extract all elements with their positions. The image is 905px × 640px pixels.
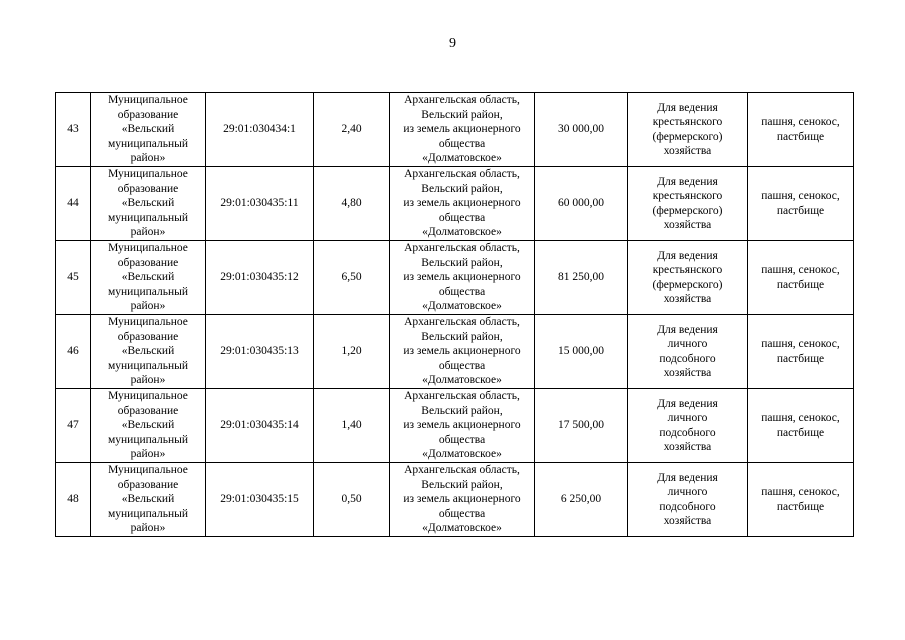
purpose-cell: [628, 167, 748, 241]
purpose-cell-line: хозяйства: [663, 219, 712, 231]
area-cell: 0,50: [314, 463, 390, 537]
cadastral-number-cell: 29:01:030435:13: [206, 315, 314, 389]
location-cell-line: общества: [438, 211, 486, 224]
area-cell: 4,80: [314, 167, 390, 241]
owner-cell-line: Муниципальное: [108, 94, 188, 107]
owner-cell-line: образование: [117, 330, 179, 343]
location-cell-line: общества: [438, 285, 486, 298]
owner-cell-line: «Вельский: [121, 345, 175, 358]
purpose-cell-line: крестьянского: [652, 116, 723, 128]
owner-cell-line: муниципальный: [107, 137, 189, 150]
table-row: [56, 241, 854, 315]
table-row: [56, 93, 854, 167]
land-type-cell-line: пашня, сенокос,: [761, 190, 840, 202]
owner-cell: [91, 315, 206, 389]
purpose-cell: [628, 93, 748, 167]
land-type-cell: [748, 93, 854, 167]
owner-cell-line: образование: [117, 182, 179, 195]
table-row: [56, 389, 854, 463]
location-cell-line: из земель акционерного: [403, 123, 521, 136]
price-cell: 81 250,00: [535, 241, 628, 315]
location-cell-line: Архангельская область,: [404, 168, 520, 181]
owner-cell-line: Муниципальное: [108, 242, 188, 255]
location-cell-line: «Долматовское»: [422, 300, 502, 313]
location-cell: [390, 463, 535, 537]
location-cell-line: общества: [438, 359, 486, 372]
owner-cell-line: «Вельский: [121, 271, 175, 284]
location-cell-line: Вельский район,: [421, 108, 503, 121]
price-cell: 6 250,00: [535, 463, 628, 537]
location-cell-line: общества: [438, 137, 486, 150]
purpose-cell-line: (фермерского): [652, 278, 723, 291]
location-cell-line: из земель акционерного: [403, 419, 521, 432]
owner-cell: [91, 463, 206, 537]
purpose-cell: [628, 241, 748, 315]
row-number-cell: 43: [56, 93, 91, 167]
owner-cell-line: «Вельский: [121, 493, 175, 506]
purpose-cell-line: Для ведения: [657, 323, 718, 336]
area-cell: 1,40: [314, 389, 390, 463]
cadastral-number-cell: 29:01:030435:14: [206, 389, 314, 463]
owner-cell-line: Муниципальное: [108, 390, 188, 403]
owner-cell-line: образование: [117, 404, 179, 417]
purpose-cell-line: личного: [667, 338, 708, 350]
location-cell-line: Архангельская область,: [404, 94, 520, 107]
owner-cell-line: Муниципальное: [108, 316, 188, 329]
land-type-cell-line: пастбище: [776, 500, 825, 513]
location-cell: [390, 389, 535, 463]
owner-cell-line: муниципальный: [107, 211, 189, 224]
location-cell: [390, 167, 535, 241]
table-row: [56, 167, 854, 241]
owner-cell-line: район»: [130, 522, 166, 535]
land-type-cell-line: пастбище: [776, 426, 825, 439]
land-type-cell: [748, 241, 854, 315]
owner-cell-line: район»: [130, 448, 166, 461]
owner-cell-line: «Вельский: [121, 197, 175, 210]
location-cell-line: «Долматовское»: [422, 152, 502, 165]
location-cell-line: «Долматовское»: [422, 522, 502, 535]
purpose-cell-line: подсобного: [659, 500, 716, 513]
location-cell-line: Вельский район,: [421, 256, 503, 269]
land-type-cell-line: пастбище: [776, 130, 825, 143]
cadastral-number-cell: 29:01:030434:1: [206, 93, 314, 167]
owner-cell-line: Муниципальное: [108, 464, 188, 477]
location-cell: [390, 315, 535, 389]
page-number: 9: [449, 36, 456, 51]
owner-cell: [91, 241, 206, 315]
area-cell: 1,20: [314, 315, 390, 389]
location-cell-line: Архангельская область,: [404, 390, 520, 403]
owner-cell-line: образование: [117, 108, 179, 121]
purpose-cell-line: хозяйства: [663, 515, 712, 527]
location-cell-line: Вельский район,: [421, 330, 503, 343]
location-cell-line: «Долматовское»: [422, 448, 502, 461]
land-type-cell-line: пастбище: [776, 278, 825, 291]
location-cell-line: из земель акционерного: [403, 197, 521, 210]
purpose-cell-line: хозяйства: [663, 145, 712, 157]
purpose-cell: [628, 389, 748, 463]
purpose-cell: [628, 463, 748, 537]
land-type-cell-line: пашня, сенокос,: [761, 264, 840, 276]
land-type-cell-line: пашня, сенокос,: [761, 412, 840, 424]
area-cell: 6,50: [314, 241, 390, 315]
owner-cell-line: муниципальный: [107, 285, 189, 298]
location-cell-line: общества: [438, 507, 486, 520]
price-cell: 15 000,00: [535, 315, 628, 389]
purpose-cell-line: Для ведения: [657, 397, 718, 410]
land-type-cell-line: пашня, сенокос,: [761, 338, 840, 350]
purpose-cell-line: личного: [667, 412, 708, 424]
location-cell-line: из земель акционерного: [403, 493, 521, 506]
location-cell-line: Вельский район,: [421, 182, 503, 195]
table-body: [56, 93, 854, 537]
row-number-cell: 45: [56, 241, 91, 315]
purpose-cell-line: (фермерского): [652, 130, 723, 143]
cadastral-number-cell: 29:01:030435:15: [206, 463, 314, 537]
purpose-cell-line: подсобного: [659, 352, 716, 365]
purpose-cell-line: личного: [667, 486, 708, 498]
purpose-cell-line: Для ведения: [657, 471, 718, 484]
row-number-cell: 47: [56, 389, 91, 463]
owner-cell-line: образование: [117, 256, 179, 269]
owner-cell-line: район»: [130, 374, 166, 387]
purpose-cell-line: Для ведения: [657, 101, 718, 114]
location-cell: [390, 93, 535, 167]
purpose-cell-line: хозяйства: [663, 367, 712, 379]
owner-cell-line: район»: [130, 152, 166, 165]
location-cell-line: «Долматовское»: [422, 226, 502, 239]
purpose-cell-line: хозяйства: [663, 293, 712, 305]
purpose-cell-line: хозяйства: [663, 441, 712, 453]
owner-cell-line: муниципальный: [107, 433, 189, 446]
table-row: [56, 463, 854, 537]
owner-cell-line: Муниципальное: [108, 168, 188, 181]
land-type-cell-line: пашня, сенокос,: [761, 116, 840, 128]
land-type-cell-line: пастбище: [776, 352, 825, 365]
location-cell: [390, 241, 535, 315]
location-cell-line: Архангельская область,: [404, 316, 520, 329]
location-cell-line: общества: [438, 433, 486, 446]
price-cell: 30 000,00: [535, 93, 628, 167]
location-cell-line: «Долматовское»: [422, 374, 502, 387]
land-type-cell: [748, 463, 854, 537]
row-number-cell: 46: [56, 315, 91, 389]
owner-cell: [91, 93, 206, 167]
location-cell-line: Вельский район,: [421, 404, 503, 417]
purpose-cell: [628, 315, 748, 389]
row-number-cell: 44: [56, 167, 91, 241]
owner-cell-line: муниципальный: [107, 359, 189, 372]
land-type-cell-line: пашня, сенокос,: [761, 486, 840, 498]
purpose-cell-line: крестьянского: [652, 190, 723, 202]
purpose-cell-line: Для ведения: [657, 249, 718, 262]
location-cell-line: из земель акционерного: [403, 345, 521, 358]
land-type-cell: [748, 389, 854, 463]
owner-cell-line: образование: [117, 478, 179, 491]
table-row: [56, 315, 854, 389]
purpose-cell-line: подсобного: [659, 426, 716, 439]
owner-cell: [91, 389, 206, 463]
location-cell-line: Вельский район,: [421, 478, 503, 491]
land-type-cell-line: пастбище: [776, 204, 825, 217]
location-cell-line: Архангельская область,: [404, 464, 520, 477]
land-type-cell: [748, 315, 854, 389]
location-cell-line: из земель акционерного: [403, 271, 521, 284]
cadastral-number-cell: 29:01:030435:12: [206, 241, 314, 315]
cadastral-number-cell: 29:01:030435:11: [206, 167, 314, 241]
purpose-cell-line: Для ведения: [657, 175, 718, 188]
owner-cell-line: район»: [130, 300, 166, 313]
owner-cell-line: «Вельский: [121, 419, 175, 432]
land-plots-table: [55, 92, 854, 537]
land-type-cell: [748, 167, 854, 241]
purpose-cell-line: (фермерского): [652, 204, 723, 217]
purpose-cell-line: крестьянского: [652, 264, 723, 276]
owner-cell: [91, 167, 206, 241]
location-cell-line: Архангельская область,: [404, 242, 520, 255]
price-cell: 17 500,00: [535, 389, 628, 463]
price-cell: 60 000,00: [535, 167, 628, 241]
owner-cell-line: район»: [130, 226, 166, 239]
row-number-cell: 48: [56, 463, 91, 537]
area-cell: 2,40: [314, 93, 390, 167]
owner-cell-line: «Вельский: [121, 123, 175, 136]
owner-cell-line: муниципальный: [107, 507, 189, 520]
